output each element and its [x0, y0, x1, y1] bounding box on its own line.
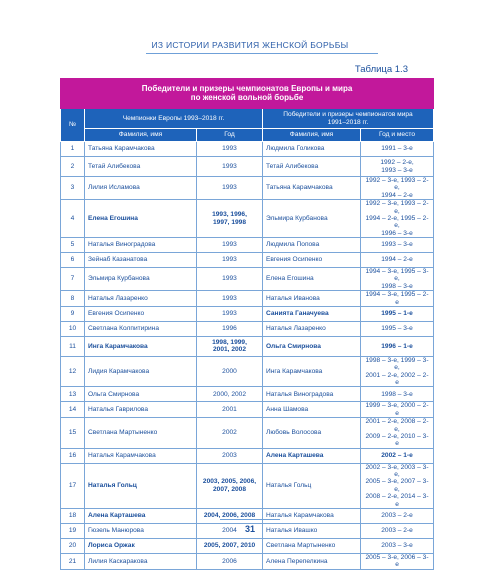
world-medalist-year-place-line: 1996 – 3-е — [381, 229, 413, 237]
europe-champion-name: Елена Егошина — [85, 200, 197, 238]
world-medalist-year-place — [361, 177, 434, 200]
world-medalist-year-place-line: 1993 – 3-е — [381, 166, 413, 174]
world-medalist-year-place-line: 2009 – 2-е, 2010 – 3-е — [365, 432, 429, 448]
world-medalist-year-place-line: 2008 – 2-е, 2014 – 3-е — [365, 493, 429, 508]
table-title — [61, 79, 434, 109]
world-medalist-name: Эльмира Курбанова — [263, 200, 361, 238]
europe-champion-year-line: 2000 — [222, 367, 237, 375]
table-row — [61, 387, 434, 402]
world-medalist-year-place-line: 1998 – 3-е, 1999 – 3-е, — [365, 356, 429, 372]
world-medalist-year-place-line: 1992 – 2-е, — [380, 159, 414, 167]
world-medalist-year-place — [361, 238, 434, 253]
europe-champion-year — [197, 508, 263, 523]
world-medalist-year-place-line: 1995 – 3-е — [381, 325, 413, 333]
europe-champion-year — [197, 306, 263, 321]
row-number: 15 — [61, 418, 85, 449]
europe-champion-year-line: 1993 — [222, 241, 237, 249]
table-row — [61, 306, 434, 321]
europe-champion-year-line: 1998, 1999, — [212, 339, 247, 346]
europe-champion-year-line: 1993 — [222, 162, 237, 170]
world-medalist-name: Алена Перепелкина — [263, 553, 361, 569]
table-caption: Таблица 1.3 — [354, 64, 408, 75]
world-medalist-year-place — [361, 448, 434, 463]
europe-champion-name: Светлана Мартыненко — [85, 418, 197, 449]
world-medalist-name: Людмила Голикова — [263, 142, 361, 157]
column-header-world-line1: Победители и призеры чемпионатов мира — [283, 111, 413, 119]
europe-champion-year — [197, 291, 263, 307]
world-medalist-year-place-line: 1992 – 3-е, 1993 – 2-е, — [365, 177, 429, 192]
table-row — [61, 553, 434, 569]
world-medalist-year-place — [361, 336, 434, 356]
europe-champion-name: Лилия Каскаракова — [85, 553, 197, 569]
table-row — [61, 356, 434, 387]
header-divider — [146, 53, 378, 54]
europe-champion-year-line: 2002 — [222, 429, 237, 437]
column-header-number: № — [61, 109, 85, 142]
row-number: 11 — [61, 336, 85, 356]
world-medalist-year-place — [361, 402, 434, 418]
europe-champion-year-line: 2004, 2006, 2008 — [203, 512, 256, 520]
europe-champion-year-line: 2003 — [222, 451, 237, 459]
europe-champion-year-line: 2005, 2007, 2010 — [203, 542, 256, 550]
world-medalist-year-place-line: 1994 – 2-е — [381, 191, 413, 199]
world-medalist-year-place-line: 1996 – 1-е — [381, 342, 413, 350]
world-medalist-year-place-line: 1994 – 3-е, 1995 – 3-е, — [365, 268, 429, 283]
row-number: 19 — [61, 523, 85, 538]
table-row — [61, 336, 434, 356]
world-medalist-year-place — [361, 306, 434, 321]
row-number: 2 — [61, 157, 85, 177]
row-number: 17 — [61, 463, 85, 508]
europe-champion-year-line: 1993 — [222, 275, 237, 283]
europe-champion-name: Светлана Колпитирина — [85, 321, 197, 336]
row-number: 7 — [61, 268, 85, 291]
europe-champion-year-line: 2001 — [222, 406, 237, 414]
subheader-year-europe: Год — [197, 129, 263, 142]
world-medalist-year-place-line: 1998 – 3-е — [381, 282, 413, 290]
table-row — [61, 463, 434, 508]
table-row — [61, 418, 434, 449]
row-number: 5 — [61, 238, 85, 253]
world-medalist-year-place — [361, 200, 434, 238]
europe-champion-name: Алена Карташева — [85, 508, 197, 523]
europe-champion-name: Инга Карамчакова — [85, 336, 197, 356]
world-medalist-name: Любовь Волосова — [263, 418, 361, 449]
world-medalist-year-place — [361, 463, 434, 508]
table-row — [61, 268, 434, 291]
world-medalist-name: Наталья Иванова — [263, 291, 361, 307]
europe-champion-year-line: 1993, 1996, — [212, 211, 247, 219]
europe-champion-year — [197, 157, 263, 177]
table-title-line1: Победители и призеры чемпионатов Европы и мира — [141, 83, 353, 93]
europe-champion-year — [197, 538, 263, 553]
world-medalist-year-place-line: 2003 – 3-е — [381, 542, 413, 550]
europe-champion-year-line: 2004 — [222, 527, 237, 535]
europe-champion-year-line: 1993 — [222, 310, 237, 318]
table-title-line2: по женской вольной борьбе — [190, 92, 304, 102]
europe-champion-name: Евгения Осипенко — [85, 306, 197, 321]
row-number: 3 — [61, 177, 85, 200]
world-medalist-year-place-line: 1999 – 3-е, 2000 – 2-е — [365, 402, 429, 417]
world-medalist-year-place-line: 2005 – 3-е, 2007 – 3-е, — [365, 478, 429, 493]
table-row — [61, 253, 434, 268]
europe-champion-name: Наталья Виноградова — [85, 238, 197, 253]
world-medalist-year-place — [361, 321, 434, 336]
table-row — [61, 291, 434, 307]
table-row — [61, 538, 434, 553]
row-number: 8 — [61, 291, 85, 307]
world-medalist-year-place — [361, 418, 434, 449]
world-medalist-year-place-line: 1993 – 3-е — [381, 241, 413, 249]
results-table — [60, 78, 434, 570]
row-number: 21 — [61, 553, 85, 569]
world-medalist-name: Наталья Карамчакова — [263, 508, 361, 523]
world-medalist-year-place-line: 2001 – 2-е, 2008 – 2-е, — [365, 418, 429, 433]
europe-champion-name: Наталья Карамчакова — [85, 448, 197, 463]
row-number: 10 — [61, 321, 85, 336]
world-medalist-name: Светлана Мартыненко — [263, 538, 361, 553]
table-row — [61, 177, 434, 200]
row-number: 6 — [61, 253, 85, 268]
world-medalist-year-place-line: 1991 – 3-е — [381, 145, 413, 153]
europe-champion-year — [197, 448, 263, 463]
europe-champion-year-line: 2001, 2002 — [212, 346, 246, 354]
europe-champion-name: Наталья Лазаренко — [85, 291, 197, 307]
world-medalist-year-place — [361, 356, 434, 387]
europe-champion-year — [197, 321, 263, 336]
world-medalist-name: Санията Ганачуева — [263, 306, 361, 321]
subheader-name-europe: Фамилия, имя — [85, 129, 197, 142]
europe-champion-year — [197, 402, 263, 418]
world-medalist-year-place-line: 2005 – 3-е, 2006 – 3-е — [365, 553, 429, 569]
europe-champion-year-line: 1993 — [222, 184, 237, 192]
world-medalist-name: Людмила Попова — [263, 238, 361, 253]
footer-divider — [220, 519, 280, 520]
table-row — [61, 402, 434, 418]
row-number: 20 — [61, 538, 85, 553]
europe-champion-year-line: 1997, 1998 — [212, 218, 246, 226]
results-table-container — [60, 78, 433, 570]
europe-champion-name: Гюзель Манюрова — [85, 523, 197, 538]
world-medalist-name: Анна Шамова — [263, 402, 361, 418]
europe-champion-name: Ольга Смирнова — [85, 387, 197, 402]
world-medalist-name: Наталья Лазаренко — [263, 321, 361, 336]
world-medalist-year-place-line: 2001 – 2-е, 2002 – 2-е — [365, 371, 429, 386]
row-number: 14 — [61, 402, 85, 418]
europe-champion-year-line: 1993 — [222, 145, 237, 153]
europe-champion-year-line: 2003, 2005, 2006, — [202, 478, 257, 486]
column-header-world-line2: 1991–2018 гг. — [327, 118, 369, 126]
europe-champion-name: Лилия Исламова — [85, 177, 197, 200]
europe-champion-name: Эльмира Курбанова — [85, 268, 197, 291]
europe-champion-year — [197, 200, 263, 238]
world-medalist-year-place-line: 1994 – 3-е, 1995 – 2-е — [365, 291, 429, 306]
europe-champion-name: Зейнаб Казанатова — [85, 253, 197, 268]
page-number: 31 — [244, 524, 255, 534]
europe-champion-name: Лидия Карамчакова — [85, 356, 197, 387]
europe-champion-year-line: 2006 — [222, 557, 237, 565]
world-medalist-year-place-line: 2002 – 3-е, 2003 – 3-е, — [365, 463, 429, 478]
europe-champion-year-line: 2007, 2008 — [212, 485, 246, 493]
row-number: 12 — [61, 356, 85, 387]
table-row — [61, 238, 434, 253]
world-medalist-name: Наталья Гольц — [263, 463, 361, 508]
europe-champion-name: Татьяна Карамчакова — [85, 142, 197, 157]
table-title-row — [61, 79, 434, 109]
europe-champion-year — [197, 356, 263, 387]
world-medalist-year-place — [361, 387, 434, 402]
world-medalist-year-place — [361, 508, 434, 523]
table-row — [61, 321, 434, 336]
world-medalist-year-place — [361, 157, 434, 177]
europe-champion-name: Лориса Оржак — [85, 538, 197, 553]
europe-champion-year — [197, 238, 263, 253]
europe-champion-year — [197, 142, 263, 157]
europe-champion-year-line: 1993 — [222, 256, 237, 264]
row-number: 18 — [61, 508, 85, 523]
row-number: 4 — [61, 200, 85, 238]
europe-champion-year — [197, 418, 263, 449]
europe-champion-year — [197, 268, 263, 291]
table-row — [61, 448, 434, 463]
world-medalist-name: Елена Егошина — [263, 268, 361, 291]
world-medalist-year-place-line: 1995 – 1-е — [381, 310, 413, 318]
world-medalist-name: Тетай Алибекова — [263, 157, 361, 177]
world-medalist-year-place-line: 1994 – 2-е — [381, 256, 413, 264]
world-medalist-year-place — [361, 553, 434, 569]
europe-champion-year-line: 1996 — [222, 325, 237, 333]
subheader-year-place-world: Год и место — [361, 129, 434, 142]
europe-champion-name: Тетай Алибекова — [85, 157, 197, 177]
world-medalist-year-place — [361, 291, 434, 307]
column-header-world — [263, 109, 434, 129]
subheader-name-world: Фамилия, имя — [263, 129, 361, 142]
table-row — [61, 142, 434, 157]
world-medalist-year-place-line: 1994 – 2-е, 1995 – 2-е, — [365, 214, 429, 230]
world-medalist-year-place — [361, 142, 434, 157]
world-medalist-name: Наталья Виноградова — [263, 387, 361, 402]
table-row — [61, 157, 434, 177]
europe-champion-name: Наталья Гаврилова — [85, 402, 197, 418]
world-medalist-name: Евгения Осипенко — [263, 253, 361, 268]
europe-champion-year-line: 1993 — [222, 294, 237, 302]
europe-champion-year — [197, 253, 263, 268]
world-medalist-year-place — [361, 268, 434, 291]
world-medalist-year-place — [361, 538, 434, 553]
column-header-europe: Чемпионки Европы 1993–2018 гг. — [85, 109, 263, 129]
world-medalist-year-place-line: 2002 – 1-е — [381, 451, 413, 459]
world-medalist-name: Ольга Смирнова — [263, 336, 361, 356]
subheader-row — [61, 129, 434, 142]
europe-champion-year — [197, 553, 263, 569]
world-medalist-year-place-line: 1992 – 3-е, 1993 – 2-е, — [365, 200, 429, 215]
row-number: 9 — [61, 306, 85, 321]
europe-champion-year-line: 2000, 2002 — [212, 390, 246, 398]
row-number: 1 — [61, 142, 85, 157]
europe-champion-year — [197, 177, 263, 200]
table-row — [61, 200, 434, 238]
world-medalist-name: Алена Карташева — [263, 448, 361, 463]
world-medalist-year-place-line: 2003 – 2-е — [381, 512, 413, 520]
world-medalist-year-place-line: 2003 – 2-е — [381, 527, 413, 535]
world-medalist-year-place — [361, 253, 434, 268]
europe-champion-year — [197, 387, 263, 402]
world-medalist-name: Татьяна Карамчакова — [263, 177, 361, 200]
europe-champion-year — [197, 463, 263, 508]
row-number: 16 — [61, 448, 85, 463]
europe-champion-name: Наталья Гольц — [85, 463, 197, 508]
world-medalist-name: Наталья Ивашко — [263, 523, 361, 538]
world-medalist-year-place-line: 1998 – 3-е — [381, 390, 413, 398]
world-medalist-name: Инга Карамчакова — [263, 356, 361, 387]
column-header-row — [61, 109, 434, 129]
europe-champion-year — [197, 336, 263, 356]
row-number: 13 — [61, 387, 85, 402]
table-row — [61, 508, 434, 523]
running-head: ИЗ ИСТОРИИ РАЗВИТИЯ ЖЕНСКОЙ БОРЬБЫ — [151, 40, 349, 50]
